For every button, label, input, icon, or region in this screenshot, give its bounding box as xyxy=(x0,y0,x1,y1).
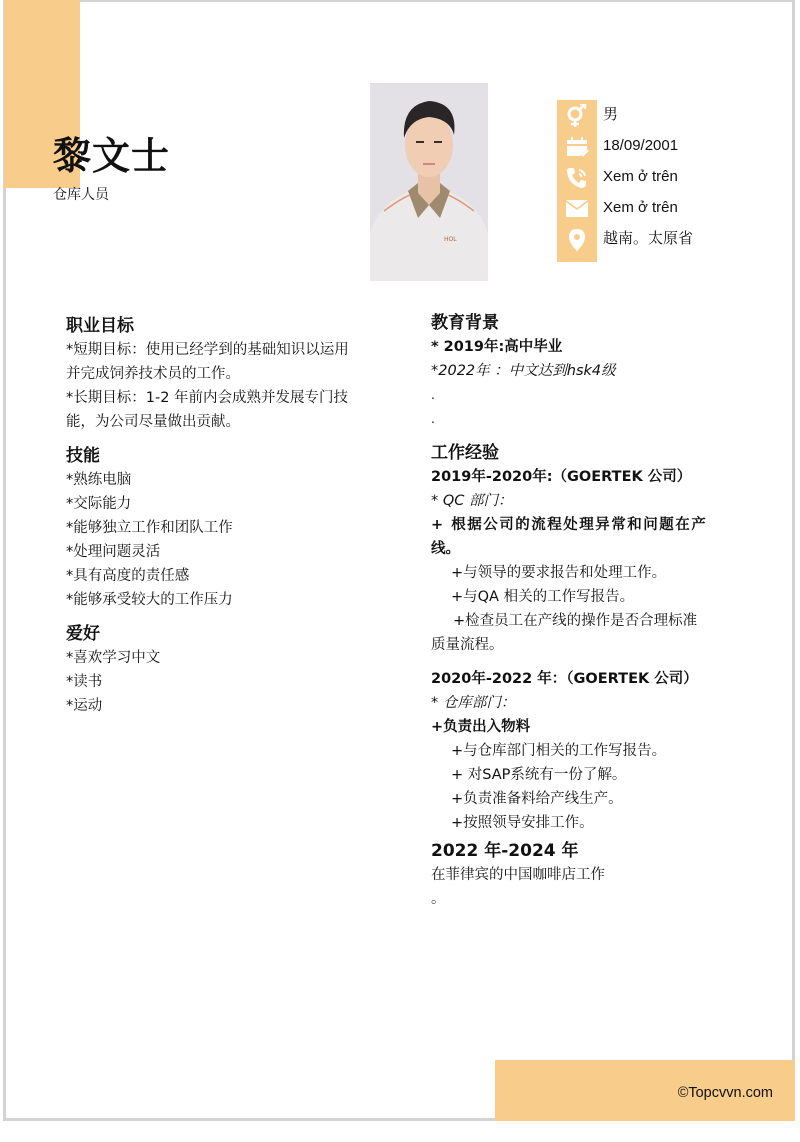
education-title: 教育背景 xyxy=(431,313,499,333)
job-main-duty: +负责出入物料 xyxy=(431,719,531,735)
education-entry: . xyxy=(431,388,435,402)
objective-line: *长期目标：1-2 年前内会成熟并发展专门技 xyxy=(66,390,349,406)
experience-title: 工作经验 xyxy=(431,443,499,463)
job-task: + 对SAP系统有一份了解。 xyxy=(451,767,627,783)
job-department: * QC 部门： xyxy=(431,493,513,509)
job-period: 2020年-2022 年：（GOERTEK 公司） xyxy=(431,671,698,687)
job-main-duty: 线。 xyxy=(431,541,460,557)
portrait-illustration xyxy=(370,83,488,281)
left-column xyxy=(66,314,386,718)
objective-line: *短期目标：使用已经学到的基础知识以运用 xyxy=(66,342,349,358)
objective-line: 能，为公司尽量做出贡献。 xyxy=(66,414,240,430)
skills-section xyxy=(66,444,386,612)
contact-address: 越南。太原省 xyxy=(603,230,694,247)
job-entry xyxy=(431,465,736,657)
skill-item: *能够独立工作和团队工作 xyxy=(66,520,233,536)
objective-title: 职业目标 xyxy=(66,316,134,336)
contact-phone: Xem ở trên xyxy=(603,168,678,185)
objective-line: 并完成饲养技术员的工作。 xyxy=(66,366,240,382)
candidate-name: 黎文士 xyxy=(53,134,171,178)
job-task: +与领导的要求报告和处理工作。 xyxy=(451,565,667,581)
footer-band xyxy=(495,1060,795,1121)
location-icon xyxy=(565,228,589,252)
skills-title: 技能 xyxy=(66,446,100,466)
hobbies-title: 爱好 xyxy=(66,624,100,644)
gender-icon xyxy=(565,104,589,128)
job-task: +与QA 相关的工作写报告。 xyxy=(451,589,635,605)
svg-text:HOL: HOL xyxy=(444,236,457,243)
skill-item: *能够承受较大的工作压力 xyxy=(66,592,233,608)
phone-icon xyxy=(565,166,589,190)
job-description: 在菲律宾的中国咖啡店工作 xyxy=(431,867,605,883)
contact-gender: 男 xyxy=(603,106,619,123)
profile-photo xyxy=(370,83,488,281)
job-task: +与仓库部门相关的工作写报告。 xyxy=(451,743,667,759)
education-entry: . xyxy=(431,412,435,426)
job-main-duty: + 根据公司的流程处理异常和问题在产 xyxy=(431,517,708,533)
objective-section xyxy=(66,314,386,434)
job-period: 2019年-2020年:（GOERTEK 公司） xyxy=(431,469,692,485)
skill-item: *处理问题灵活 xyxy=(66,544,161,560)
education-entry: *2022年 ：中文达到hsk4级 xyxy=(431,363,616,379)
contact-email: Xem ở trên xyxy=(603,199,678,216)
hobby-item: *读书 xyxy=(66,674,103,690)
job-task: +负责准备料给产线生产。 xyxy=(451,791,623,807)
job-entry xyxy=(431,839,736,911)
job-task: 质量流程。 xyxy=(431,637,504,653)
job-task: +按照领导安排工作。 xyxy=(451,815,594,831)
calendar-icon xyxy=(565,135,589,159)
skill-item: *具有高度的责任感 xyxy=(66,568,190,584)
education-entry: * 2019年:高中毕业 xyxy=(431,339,563,355)
education-section xyxy=(431,311,736,431)
hobby-item: *运动 xyxy=(66,698,103,714)
contact-icon-panel xyxy=(557,100,597,262)
job-period: 2022 年-2024 年 xyxy=(431,841,579,861)
skill-item: *交际能力 xyxy=(66,496,132,512)
footer-copyright: ©Topcvvn.com xyxy=(677,1085,773,1101)
right-column xyxy=(431,311,736,911)
skill-item: *熟练电脑 xyxy=(66,472,132,488)
job-task: +检查员工在产线的操作是否合理标准 xyxy=(453,613,698,629)
job-department: * 仓库部门： xyxy=(431,695,516,711)
hobbies-section xyxy=(66,622,386,718)
job-description-trailing: 。 xyxy=(431,891,446,907)
job-entry xyxy=(431,667,736,835)
hobby-item: *喜欢学习中文 xyxy=(66,650,161,666)
contact-birthdate: 18/09/2001 xyxy=(603,137,679,154)
job-title: 仓库人员 xyxy=(53,187,109,203)
email-icon xyxy=(565,197,589,221)
experience-section xyxy=(431,441,736,911)
